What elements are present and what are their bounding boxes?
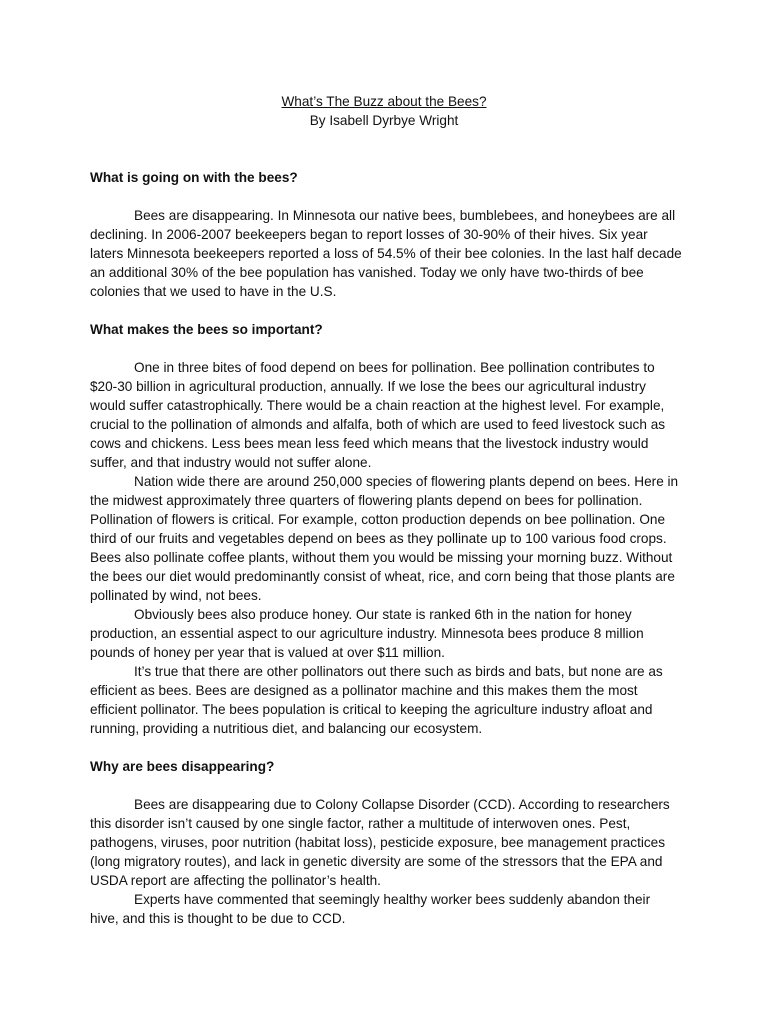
document-author: By Isabell Dyrbye Wright	[309, 113, 459, 128]
paragraph: Bees are disappearing due to Colony Collapse Disorder (CCD). According to researchers this disorder isn’t caused by one single factor, rather a multitude of interwoven ones. Pest, pathogens, viruses, poor nutrition (habitat loss), pesticide exposure, bee management practices (long migratory routes), and lack in genetic diversity are some of the stressors that the EPA and USDA report are affecting the pollinator’s health.	[90, 797, 670, 888]
paragraph: It’s true that there are other pollinators out there such as birds and bats, but none are as efficient as bees. Bees are designed as a pollinator machine and this makes them the most efficient pollinator. The bees population is critical to keeping the agriculture industry afloat and running, providing a nutritious diet, and balancing our ecosystem.	[90, 664, 663, 736]
section-whats-going-on	[90, 168, 682, 301]
paragraph: Experts have commented that seemingly healthy worker bees suddenly abandon their hive, and this is thought to be due to CCD.	[90, 892, 651, 926]
paragraph: Bees are disappearing. In Minnesota our native bees, bumblebees, and honeybees are all declining. In 2006-2007 beekeepers began to report losses of 30-90% of their hives. Six year laters Minnesota beekeepers reported a loss of 54.5% of their bee colonies. In the last half decade an additional 30% of the bee population has vanished. Today we only have two-thirds of bee colonies that we used to have in the U.S.	[90, 208, 682, 299]
paragraph: Nation wide there are around 250,000 species of flowering plants depend on bees. Here in the midwest approximately three quarters of flowering plants depend on bees for pollination. Pollination of flowers is critical. For example, cotton production depends on bee pollination. One third of our fruits and vegetables depend on bees as they pollinate up to 100 various food crops. Bees also pollinate coffee plants, without them you would be missing your morning buzz. Without the bees our diet would predominantly consist of wheat, rice, and corn being that those plants are pollinated by wind, not bees.	[90, 474, 679, 603]
section-heading: What is going on with the bees?	[90, 170, 298, 185]
paragraph: Obviously bees also produce honey. Our state is ranked 6th in the nation for honey production, an essential aspect to our agriculture industry. Minnesota bees produce 8 million pounds of honey per year that is valued at over $11 million.	[90, 607, 644, 660]
document-body	[90, 168, 682, 928]
section-why-disappearing	[90, 757, 682, 928]
section-heading: What makes the bees so important?	[90, 322, 323, 337]
paragraph: One in three bites of food depend on bees for pollination. Bee pollination contributes to $20-30 billion in agricultural production, annually. If we lose the bees our agricultural industry would suffer catastrophically. There would be a chain reaction at the highest level. For example, crucial to the pollination of almonds and alfalfa, both of which are used to feed livestock such as cows and chickens. Less bees mean less feed which means that the livestock industry would suffer, and that industry would not suffer alone.	[90, 360, 666, 470]
document-title: What’s The Buzz about the Bees?	[281, 94, 487, 109]
title-block	[0, 92, 768, 130]
section-why-important	[90, 320, 682, 738]
section-heading: Why are bees disappearing?	[90, 759, 275, 774]
